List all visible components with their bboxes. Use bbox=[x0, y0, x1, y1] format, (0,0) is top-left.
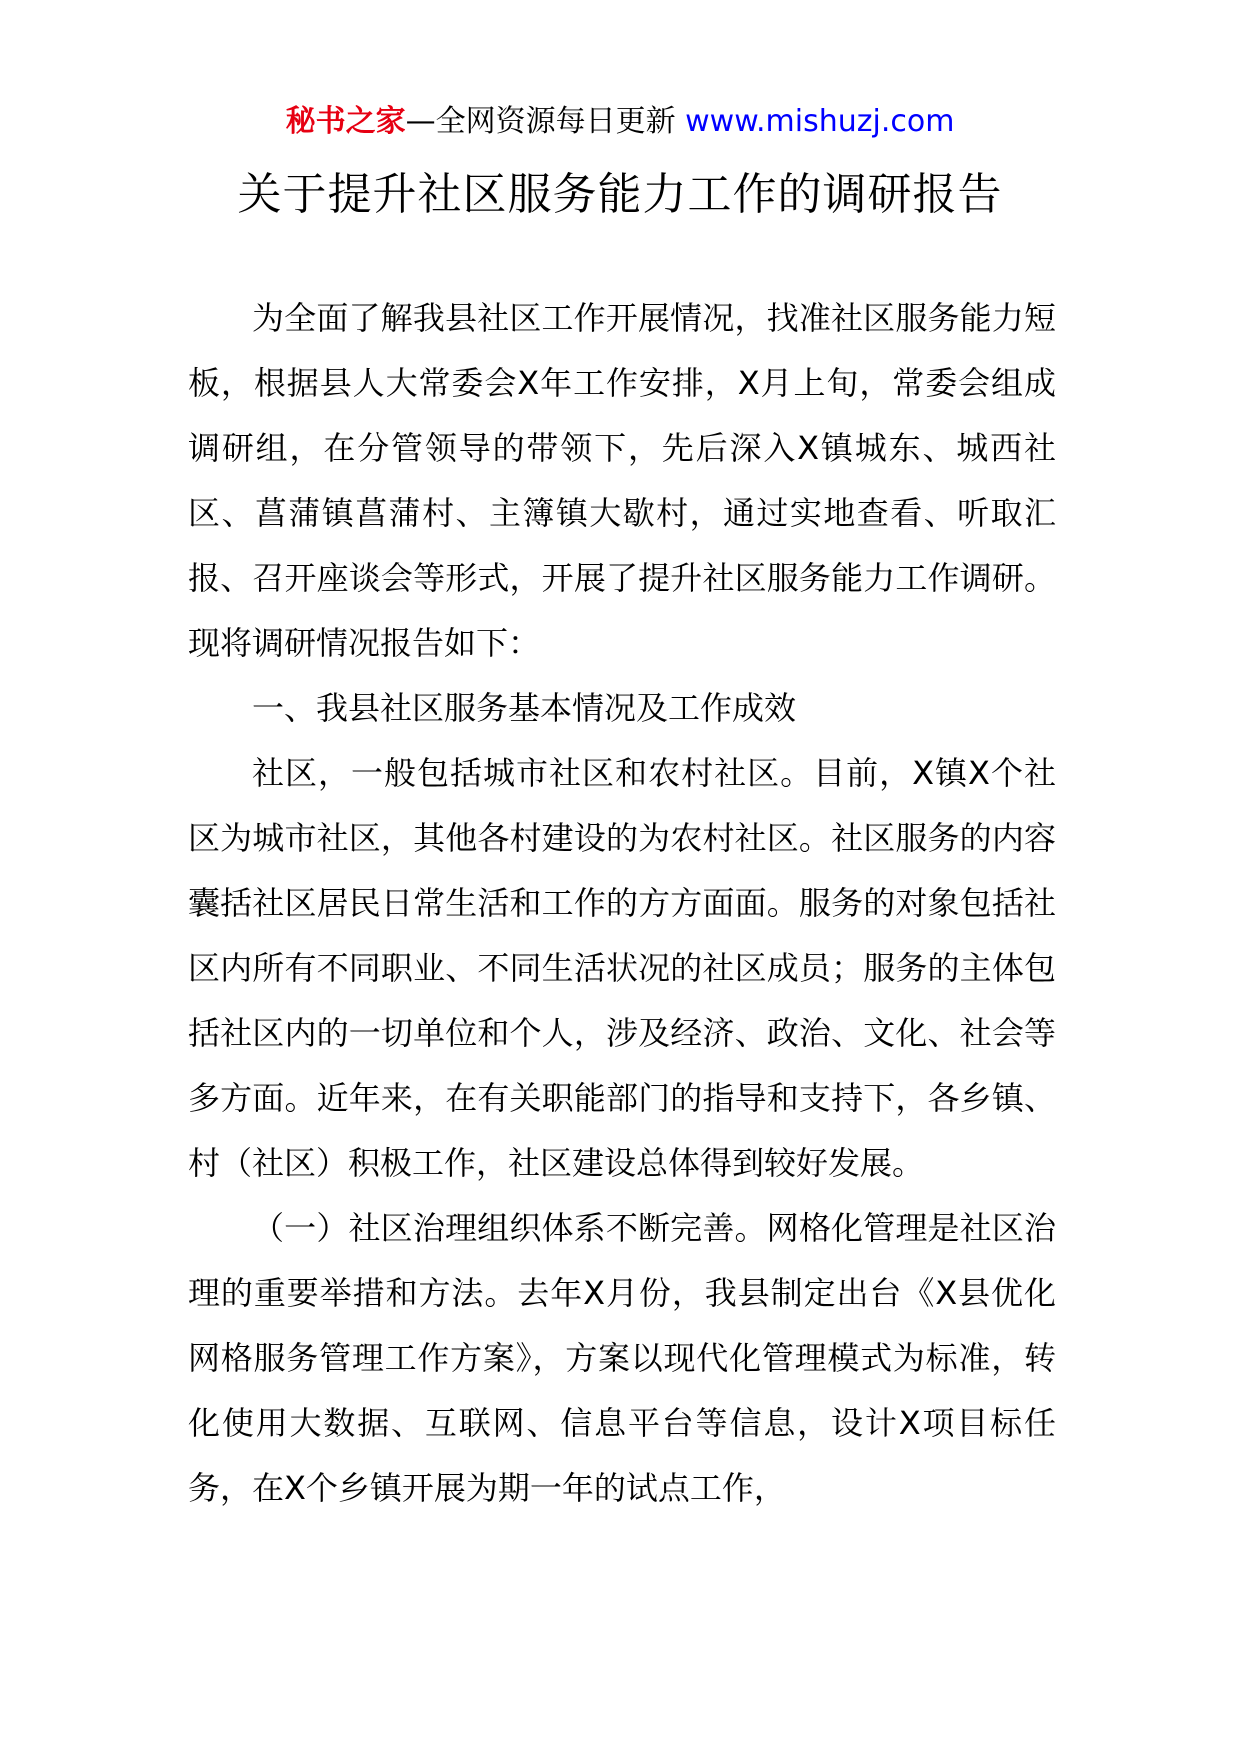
site-tagline: —全网资源每日更新 bbox=[405, 104, 676, 139]
document-body bbox=[188, 286, 1056, 1521]
site-url-link[interactable]: www.mishuzj.com bbox=[685, 104, 955, 139]
subsection-paragraph: （一）社区治理组织体系不断完善。网格化管理是社区治理的重要举措和方法。去年X月份，我县制定出台《X县优化网格服务管理工作方案》，方案以现代化管理模式为标准，转化使用大数据、互联网、信息平台等信息，设计X项目标任务，在X个乡镇开展为期一年的试点工作， bbox=[188, 1209, 1056, 1507]
site-brand: 秘书之家 bbox=[285, 104, 406, 139]
body-paragraph: 社区，一般包括城市社区和农村社区。目前，X镇X个社区为城市社区，其他各村建设的为农村社区。社区服务的内容囊括社区居民日常生活和工作的方方面面。服务的对象包括社区内所有不同职业、不同生活状况的社区成员；服务的主体包括社区内的一切单位和个人，涉及经济、政治、文化、社会等多方面。近年来，在有关职能部门的指导和支持下，各乡镇、村（社区）积极工作，社区建设总体得到较好发展。 bbox=[188, 754, 1056, 1182]
document-title: 关于提升社区服务能力工作的调研报告 bbox=[237, 169, 1003, 220]
section-heading: 一、我县社区服务基本情况及工作成效 bbox=[252, 689, 797, 727]
site-header bbox=[0, 100, 1240, 144]
intro-paragraph: 为全面了解我县社区工作开展情况，找准社区服务能力短板，根据县人大常委会X年工作安排，X月上旬，常委会组成调研组，在分管领导的带领下，先后深入X镇城东、城西社区、菖蒲镇菖蒲村、主簿镇大歇村，通过实地查看、听取汇报、召开座谈会等形式，开展了提升社区服务能力工作调研。现将调研情况报告如下： bbox=[188, 299, 1056, 662]
